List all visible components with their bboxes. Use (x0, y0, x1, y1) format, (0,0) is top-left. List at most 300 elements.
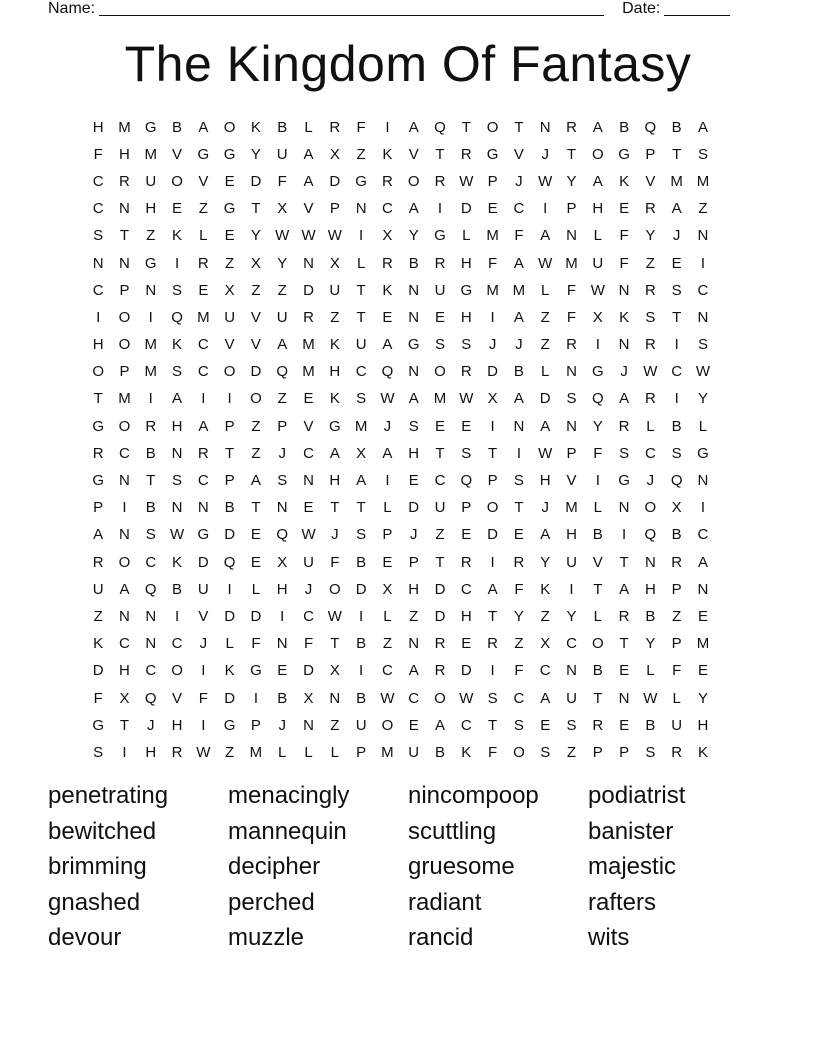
grid-letter: F (488, 254, 498, 272)
grid-letter: Q (434, 118, 446, 136)
grid-letter: D (197, 553, 209, 571)
grid-letter: Z (251, 444, 261, 462)
grid-letter: T (619, 553, 629, 571)
grid-letter: Z (672, 607, 682, 625)
word-list-item: radiant (408, 888, 482, 916)
grid-letter: L (593, 499, 602, 517)
grid-letter: K (697, 743, 708, 761)
grid-letter: M (696, 172, 710, 190)
grid-letter: R (566, 118, 577, 136)
grid-letter: C (539, 662, 551, 680)
grid-letter: V (224, 336, 235, 354)
grid-letter: A (408, 662, 419, 680)
grid-letter: Z (251, 281, 261, 299)
grid-letter: A (250, 472, 261, 490)
grid-letter: E (697, 662, 708, 680)
grid-letter: I (359, 607, 364, 625)
grid-letter: Z (93, 607, 103, 625)
grid-letter: S (145, 526, 156, 544)
grid-letter: M (486, 281, 499, 299)
grid-letter: O (434, 689, 446, 707)
grid-letter: I (96, 308, 101, 326)
grid-letter: E (619, 200, 630, 218)
grid-letter: A (540, 689, 551, 707)
grid-row (85, 658, 735, 685)
grid-letter: B (671, 526, 682, 544)
grid-letter: H (644, 580, 656, 598)
grid-letter: A (619, 580, 630, 598)
grid-letter: E (224, 227, 235, 245)
grid-letter: H (460, 607, 472, 625)
grid-letter: H (697, 716, 709, 734)
grid-letter: S (356, 526, 367, 544)
grid-letter: T (672, 308, 682, 326)
grid-letter: N (408, 281, 420, 299)
grid-letter: Z (330, 308, 340, 326)
grid-letter: V (172, 689, 183, 707)
grid-letter: K (461, 743, 472, 761)
grid-letter: I (385, 472, 390, 490)
grid-letter: Z (566, 743, 577, 761)
grid-letter: P (566, 444, 577, 462)
grid-letter: D (487, 363, 499, 381)
grid-letter: B (671, 118, 682, 136)
grid-letter: A (487, 580, 498, 598)
word-list-item: banister (588, 817, 674, 845)
grid-letter: S (697, 145, 708, 163)
grid-letter: C (381, 200, 393, 218)
grid-letter: B (277, 689, 288, 707)
grid-letter: H (119, 145, 130, 163)
grid-letter: S (671, 281, 682, 299)
grid-row (85, 685, 735, 712)
grid-letter: S (487, 689, 498, 707)
grid-letter: H (119, 662, 130, 680)
grid-letter: I (122, 499, 127, 517)
grid-row (85, 250, 735, 277)
grid-letter: B (145, 499, 156, 517)
grid-letter: B (513, 363, 524, 381)
grid-letter: N (408, 363, 420, 381)
grid-letter: T (619, 635, 629, 653)
grid-letter: B (224, 499, 235, 517)
grid-letter: X (277, 200, 288, 218)
grid-letter: O (118, 308, 131, 326)
grid-letter: E (461, 526, 472, 544)
grid-letter: P (619, 743, 630, 761)
grid-letter: P (329, 200, 340, 218)
grid-letter: F (514, 227, 524, 245)
grid-letter: N (303, 716, 314, 734)
grid-letter: L (672, 689, 681, 707)
word-list-item: muzzle (228, 924, 305, 951)
grid-letter: T (330, 635, 340, 653)
grid-letter: J (541, 499, 549, 517)
grid-letter: K (93, 635, 104, 653)
grid-letter: U (276, 308, 288, 326)
grid-letter: R (644, 281, 656, 299)
grid-letter: D (355, 580, 367, 598)
grid-letter: T (251, 200, 261, 218)
grid-letter: N (618, 281, 630, 299)
grid-letter: U (92, 580, 104, 598)
grid-letter: F (93, 145, 103, 163)
grid-letter: I (674, 336, 679, 354)
grid-letter: A (198, 118, 209, 136)
grid-letter: S (513, 716, 524, 734)
grid-letter: E (250, 526, 261, 544)
grid-letter: A (513, 254, 524, 272)
grid-letter: A (540, 417, 551, 435)
grid-letter: G (460, 281, 473, 299)
grid-letter: U (355, 716, 367, 734)
grid-letter: E (277, 662, 288, 680)
grid-letter: C (303, 607, 314, 625)
grid-letter: M (486, 227, 499, 245)
grid-letter: O (434, 363, 446, 381)
grid-letter: U (145, 172, 157, 190)
grid-letter: C (145, 553, 157, 571)
grid-letter: C (92, 200, 104, 218)
grid-letter: L (646, 417, 655, 435)
grid-letter: D (434, 607, 446, 625)
grid-letter: L (593, 607, 602, 625)
grid-letter: J (278, 716, 286, 734)
grid-row (85, 413, 735, 440)
grid-letter: Q (460, 472, 473, 490)
grid-letter: C (197, 472, 209, 490)
grid-letter: B (671, 417, 682, 435)
grid-letter: T (251, 499, 261, 517)
grid-letter: K (382, 281, 393, 299)
grid-letter: N (171, 444, 183, 462)
grid-letter: H (171, 417, 183, 435)
grid-letter: K (224, 662, 235, 680)
grid-letter: E (540, 716, 551, 734)
grid-letter: B (172, 118, 183, 136)
grid-letter: H (566, 526, 577, 544)
grid-letter: A (408, 118, 419, 136)
grid-letter: G (144, 118, 157, 136)
grid-letter: N (408, 308, 420, 326)
grid-row (85, 168, 735, 195)
grid-letter: A (277, 336, 288, 354)
grid-letter: C (119, 444, 130, 462)
grid-letter: K (250, 118, 261, 136)
grid-letter: S (408, 417, 419, 435)
grid-letter: N (697, 227, 709, 245)
grid-letter: Z (514, 635, 524, 653)
word-list-item: wits (588, 924, 630, 951)
grid-letter: D (434, 580, 446, 598)
word-list (48, 780, 768, 958)
grid-letter: Y (592, 417, 603, 435)
grid-letter: X (540, 635, 551, 653)
grid-letter: I (543, 200, 548, 218)
grid-letter: R (644, 336, 656, 354)
grid-letter: C (460, 580, 472, 598)
grid-letter: J (146, 716, 155, 734)
grid-letter: X (382, 580, 393, 598)
grid-letter: R (592, 716, 604, 734)
grid-letter: Q (276, 363, 289, 381)
grid-letter: E (619, 716, 630, 734)
grid-letter: J (409, 526, 418, 544)
grid-row (85, 440, 735, 467)
grid-letter: C (408, 689, 420, 707)
grid-letter: D (250, 172, 262, 190)
grid-letter: U (197, 580, 209, 598)
grid-letter: P (224, 472, 235, 490)
grid-letter: T (356, 308, 366, 326)
grid-letter: S (172, 472, 183, 490)
grid-letter: W (327, 607, 342, 625)
grid-letter: E (382, 308, 393, 326)
grid-letter: Y (645, 635, 656, 653)
grid-letter: W (459, 689, 474, 707)
grid-letter: P (671, 635, 682, 653)
grid-letter: R (197, 444, 209, 462)
grid-letter: L (698, 417, 708, 435)
grid-letter: J (541, 145, 549, 163)
grid-letter: L (646, 662, 655, 680)
grid-letter: G (486, 145, 499, 163)
grid-letter: T (146, 472, 156, 490)
grid-letter: T (356, 281, 366, 299)
grid-letter: Y (277, 254, 288, 272)
grid-letter: L (251, 580, 261, 598)
grid-letter: A (513, 390, 524, 408)
grid-letter: O (118, 336, 131, 354)
grid-letter: L (225, 635, 234, 653)
grid-row (85, 576, 735, 603)
grid-letter: I (148, 308, 153, 326)
grid-letter: S (566, 716, 577, 734)
grid-letter: C (92, 172, 104, 190)
grid-letter: A (513, 308, 524, 326)
grid-letter: J (331, 526, 339, 544)
grid-letter: E (435, 417, 446, 435)
grid-letter: C (355, 363, 367, 381)
grid-letter: H (276, 580, 288, 598)
grid-letter: O (118, 553, 131, 571)
letter-grid (85, 114, 735, 767)
grid-letter: K (329, 390, 340, 408)
grid-letter: V (198, 172, 209, 190)
grid-letter: M (118, 118, 131, 136)
grid-letter: A (303, 172, 314, 190)
grid-letter: Y (408, 227, 419, 245)
grid-letter: V (566, 472, 577, 490)
grid-letter: V (513, 145, 524, 163)
grid-letter: A (93, 526, 104, 544)
grid-letter: P (93, 499, 104, 517)
grid-letter: A (408, 200, 419, 218)
grid-letter: J (646, 472, 655, 490)
grid-letter: S (172, 281, 183, 299)
grid-letter: M (302, 363, 315, 381)
grid-letter: A (382, 444, 393, 462)
grid-letter: N (566, 227, 577, 245)
grid-letter: A (382, 336, 393, 354)
grid-letter: J (304, 580, 313, 598)
grid-letter: N (119, 526, 130, 544)
grid-letter: O (591, 635, 604, 653)
grid-letter: U (276, 145, 288, 163)
grid-letter: N (329, 689, 341, 707)
grid-letter: Y (645, 227, 656, 245)
grid-letter: A (540, 526, 551, 544)
grid-letter: N (697, 580, 709, 598)
grid-letter: J (488, 336, 497, 354)
grid-row (85, 277, 735, 304)
grid-letter: S (671, 444, 682, 462)
grid-letter: A (356, 472, 367, 490)
grid-letter: I (227, 390, 232, 408)
grid-letter: W (643, 689, 658, 707)
grid-letter: S (277, 472, 288, 490)
grid-letter: F (619, 227, 629, 245)
grid-letter: H (539, 472, 551, 490)
grid-letter: F (566, 281, 577, 299)
grid-letter: J (620, 363, 628, 381)
grid-letter: Z (540, 607, 550, 625)
grid-letter: E (198, 281, 209, 299)
grid-letter: M (144, 336, 157, 354)
grid-letter: B (145, 444, 156, 462)
grid-letter: N (119, 607, 130, 625)
grid-letter: E (671, 254, 682, 272)
grid-letter: S (461, 444, 472, 462)
grid-letter: N (276, 635, 288, 653)
grid-letter: L (304, 118, 313, 136)
grid-letter: P (671, 580, 682, 598)
word-list-item: nincompoop (408, 782, 539, 809)
grid-letter: O (223, 118, 236, 136)
page-title: The Kingdom Of Fantasy (124, 36, 692, 92)
grid-letter: E (461, 417, 472, 435)
grid-letter: U (566, 689, 577, 707)
grid-letter: N (145, 607, 157, 625)
grid-letter: R (381, 172, 393, 190)
grid-letter: W (459, 390, 474, 408)
grid-letter: L (304, 743, 313, 761)
grid-letter: N (539, 118, 551, 136)
grid-letter: Q (670, 472, 683, 490)
grid-letter: G (355, 172, 367, 190)
grid-letter: H (460, 254, 472, 272)
grid-letter: K (619, 172, 630, 190)
grid-letter: N (145, 635, 157, 653)
grid-letter: G (223, 145, 236, 163)
grid-letter: E (224, 172, 235, 190)
grid-letter: E (408, 716, 419, 734)
grid-letter: Z (645, 254, 655, 272)
grid-letter: U (434, 499, 446, 517)
grid-letter: H (592, 200, 604, 218)
grid-letter: O (486, 118, 499, 136)
grid-letter: Y (697, 390, 708, 408)
grid-letter: P (382, 526, 393, 544)
grid-letter: N (618, 499, 630, 517)
grid-letter: E (382, 553, 393, 571)
grid-letter: G (223, 716, 236, 734)
grid-row (85, 549, 735, 576)
grid-letter: C (381, 662, 393, 680)
grid-letter: H (408, 444, 420, 462)
grid-row (85, 603, 735, 630)
grid-letter: M (302, 336, 315, 354)
grid-letter: N (566, 363, 577, 381)
grid-letter: H (92, 118, 104, 136)
grid-letter: E (250, 553, 261, 571)
word-list-item: scuttling (408, 817, 497, 845)
grid-letter: I (516, 444, 521, 462)
grid-letter: Q (144, 689, 157, 707)
grid-letter: L (462, 227, 471, 245)
grid-letter: P (119, 281, 130, 299)
grid-letter: A (119, 580, 130, 598)
grid-letter: V (172, 145, 183, 163)
grid-letter: K (540, 580, 551, 598)
grid-letter: S (172, 363, 183, 381)
grid-letter: H (460, 308, 472, 326)
grid-letter: W (695, 363, 711, 381)
grid-letter: I (201, 390, 206, 408)
grid-letter: C (119, 635, 130, 653)
grid-letter: A (671, 200, 682, 218)
word-list-item: perched (228, 888, 315, 916)
grid-letter: C (197, 363, 209, 381)
grid-letter: R (119, 172, 130, 190)
grid-letter: W (538, 444, 553, 462)
grid-letter: P (119, 363, 130, 381)
grid-letter: B (592, 526, 603, 544)
grid-letter: E (487, 200, 498, 218)
grid-letter: A (329, 444, 340, 462)
grid-letter: P (487, 172, 498, 190)
grid-letter: A (540, 227, 551, 245)
grid-row (85, 712, 735, 739)
grid-letter: N (303, 472, 314, 490)
grid-letter: H (408, 580, 420, 598)
grid-letter: N (644, 553, 656, 571)
grid-letter: F (514, 580, 524, 598)
grid-letter: Y (566, 172, 577, 190)
grid-letter: B (356, 635, 367, 653)
grid-letter: T (593, 580, 603, 598)
grid-letter: W (538, 172, 553, 190)
grid-letter: M (565, 254, 578, 272)
grid-letter: E (513, 526, 524, 544)
grid-letter: W (169, 526, 185, 544)
name-label: Name: (48, 0, 96, 17)
grid-letter: T (488, 444, 498, 462)
grid-letter: A (697, 118, 708, 136)
grid-letter: X (329, 145, 340, 163)
grid-letter: O (171, 662, 183, 680)
grid-letter: F (593, 444, 603, 462)
grid-letter: J (278, 444, 286, 462)
grid-letter: R (460, 145, 472, 163)
grid-letter: C (513, 689, 525, 707)
grid-letter: T (435, 145, 445, 163)
grid-letter: J (672, 227, 681, 245)
grid-letter: H (145, 743, 157, 761)
name-blank-line (99, 1, 604, 16)
grid-letter: G (197, 526, 210, 544)
grid-letter: S (93, 743, 104, 761)
